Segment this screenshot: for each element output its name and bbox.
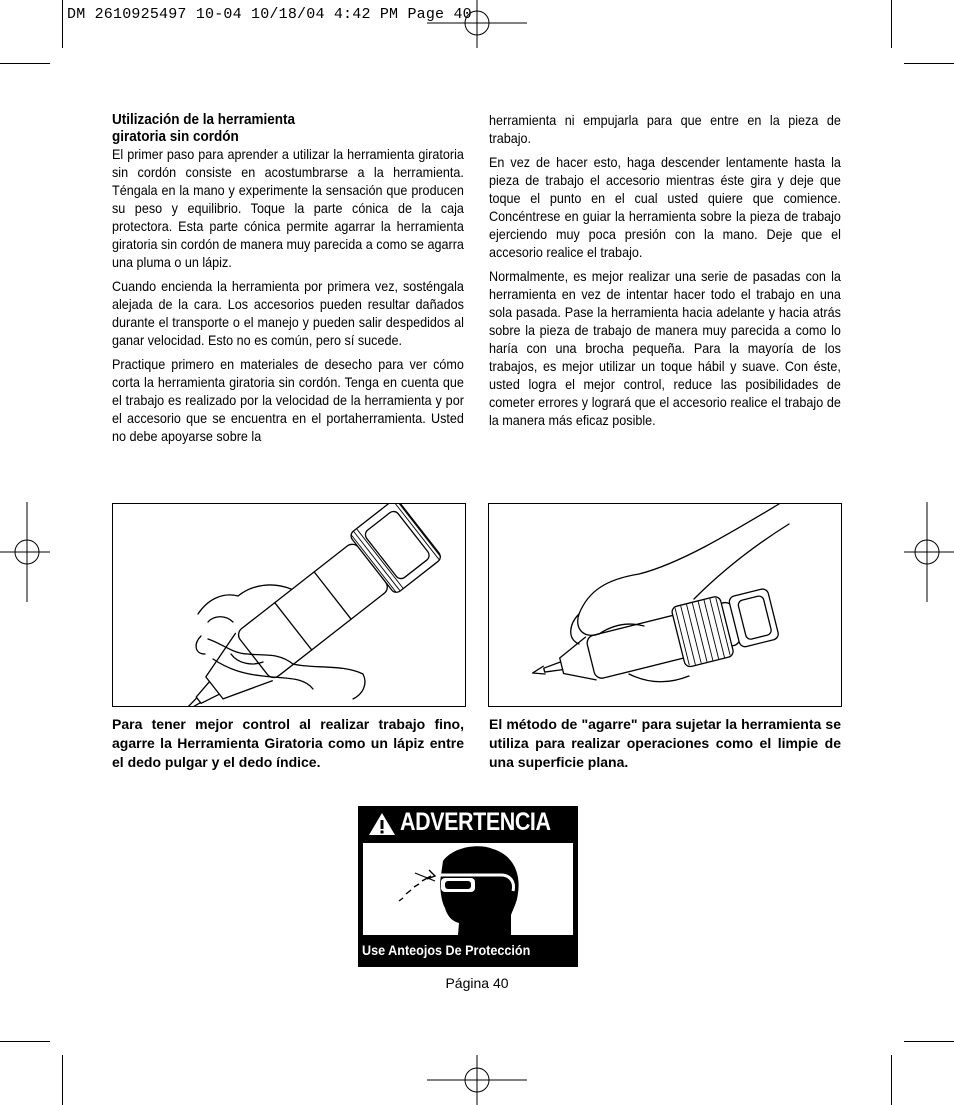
left-paragraph-2: Cuando encienda la herramienta por primera vez, sosténgala alejada de la cara. Los accesorios pueden resultar dañados durante el transporte o el manejo y pueden salir despedidos al ganar velocidad. Esto no es común, pero sí sucede. (112, 278, 464, 348)
right-paragraph-3: Normalmente, es mejor realizar una serie de pasadas con la herramienta en vez de intentar hacer todo el trabajo en una sola pasada. Pase la herramienta hacia adelante y hacia atrás sobre la pieza de trabajo de manera muy parecida a como lo haría con una brocha pequeña. Para la mayoría de los trabajos, es mejor utilizar un toque hábil y suave. Con éste, usted logra el mejor control, reduce las posibilidades de cometer errores y logrará que el accesorio realice el trabajo de la manera más eficaz posible. (489, 268, 841, 428)
section-heading-line2: giratoria sin cordón (112, 128, 239, 145)
palm-grip-illustration (489, 504, 841, 706)
left-text-column (112, 111, 464, 451)
warning-title: ADVERTENCIA (400, 808, 551, 836)
warning-triangle-icon (368, 812, 396, 836)
figure-palm-grip (488, 503, 842, 707)
left-paragraph-3: Practique primero en materiales de desecho para ver cómo corta la herramienta giratoria sin cordón. Tenga en cuenta que el trabajo es realizado por la velocidad de la herramienta y por el accesorio que se encuentra en el portaherramienta. Usted no debe apoyarse sobre la (112, 356, 464, 444)
right-paragraph-2: En vez de hacer esto, haga descender lentamente hasta la pieza de trabajo el accesorio mientras éste gira y deje que toque el punto en el cual usted quiere que comience. Concéntrese en guiar la herramienta sobre la pieza de trabajo ejerciendo muy poca presión con la mano. Deje que el accesorio realice el trabajo. (489, 154, 841, 260)
section-heading-line1: Utilización de la herramienta (112, 111, 296, 128)
right-paragraph-1: herramienta ni empujarla para que entre en la pieza de trabajo. (489, 112, 841, 146)
print-header: DM 2610925497 10-04 10/18/04 4:42 PM Page 40 (67, 6, 472, 23)
right-text-column (489, 111, 841, 435)
warning-label (358, 806, 578, 967)
safety-goggles-icon (363, 843, 573, 935)
figure-caption-right: El método de "agarre" para sujetar la herramienta se utiliza para realizar operaciones como el limpie de una superficie plana. (489, 716, 841, 770)
page-number: Página 40 (445, 975, 509, 991)
figure-caption-left: Para tener mejor control al realizar trabajo fino, agarre la Herramienta Giratoria como un lápiz entre el dedo pulgar y el dedo índice. (112, 716, 464, 770)
left-paragraph-1: El primer paso para aprender a utilizar la herramienta giratoria sin cordón consiste en acostumbrarse a la herramienta. Téngala en la mano y experimente la sensación que producen su peso y equilibrio. Toque la parte cónica de la caja protectora. Esta parte cónica permite agarrar la herramienta giratoria sin cordón de manera muy parecida a como se agarra una pluma o un lápiz. (112, 146, 464, 270)
figure-pencil-grip (112, 503, 466, 707)
warning-caption: Use Anteojos De Protección (362, 942, 531, 958)
warning-panel (363, 843, 573, 935)
pencil-grip-illustration (113, 504, 465, 706)
